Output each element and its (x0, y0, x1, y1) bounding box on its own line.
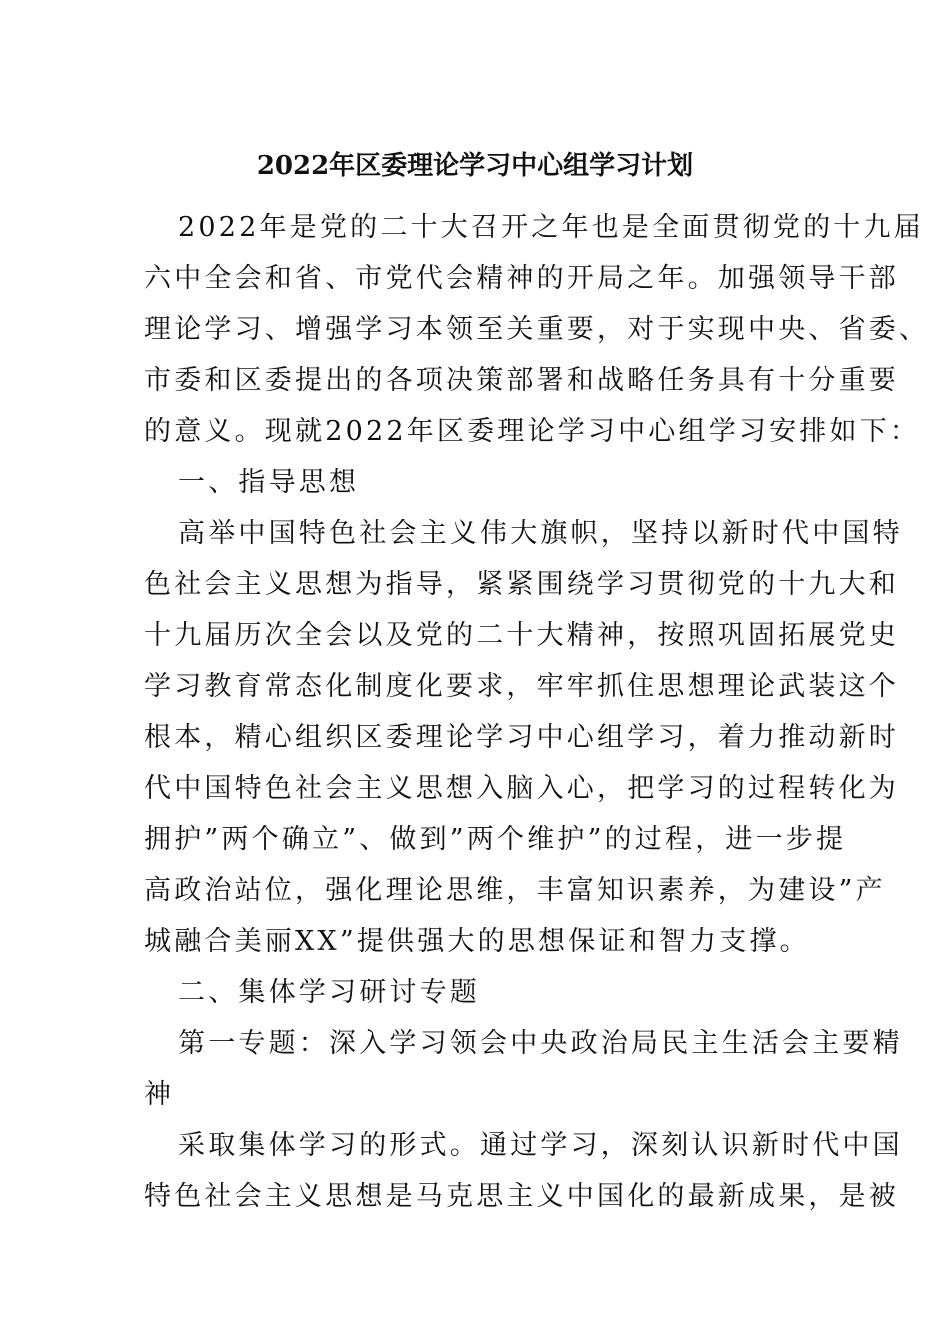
body-line: 市委和区委提出的各项决策部署和战略任务具有十分重要 (144, 365, 899, 396)
subsection-heading: 神 (144, 1079, 175, 1110)
body-line: 色社会主义思想为指导，紧紧围绕学习贯彻党的十九大和 (144, 569, 899, 600)
section-heading: 一、指导思想 (178, 467, 360, 498)
body-line: 学习教育常态化制度化要求，牢牢抓住思想理论武装这个 (144, 671, 899, 702)
section-heading: 二、集体学习研讨专题 (178, 977, 480, 1008)
body-line: 理论学习、增强学习本领至关重要，对于实现中央、省委、 (144, 314, 930, 345)
body-line: 六中全会和省、市党代会精神的开局之年。加强领导干部 (144, 263, 899, 294)
body-line: 采取集体学习的形式。通过学习，深刻认识新时代中国 (178, 1130, 903, 1161)
body-line: 代中国特色社会主义思想入脑入心，把学习的过程转化为 (144, 773, 899, 804)
body-line: 十九届历次全会以及党的二十大精神，按照巩固拓展党史 (144, 620, 899, 651)
body-line: 拥护”两个确立”、做到”两个维护”的过程，进一步提 (144, 824, 847, 855)
subsection-heading: 第一专题：深入学习领会中央政治局民主生活会主要精 (178, 1028, 903, 1059)
body-line: 2022年是党的二十大召开之年也是全面贯彻党的十九届 (178, 212, 924, 243)
body-line: 高政治站位，强化理论思维，丰富知识素养，为建设”产 (144, 875, 886, 906)
body-line: 城融合美丽XX”提供强大的思想保证和智力支撑。 (144, 926, 810, 957)
body-line: 的意义。现就2022年区委理论学习中心组学习安排如下： (144, 416, 921, 447)
body-line: 高举中国特色社会主义伟大旗帜，坚持以新时代中国特 (178, 518, 903, 549)
body-line: 根本，精心组织区委理论学习中心组学习，着力推动新时 (144, 722, 899, 753)
document-title: 2022年区委理论学习中心组学习计划 (256, 151, 694, 181)
body-line: 特色社会主义思想是马克思主义中国化的最新成果，是被 (144, 1181, 899, 1212)
